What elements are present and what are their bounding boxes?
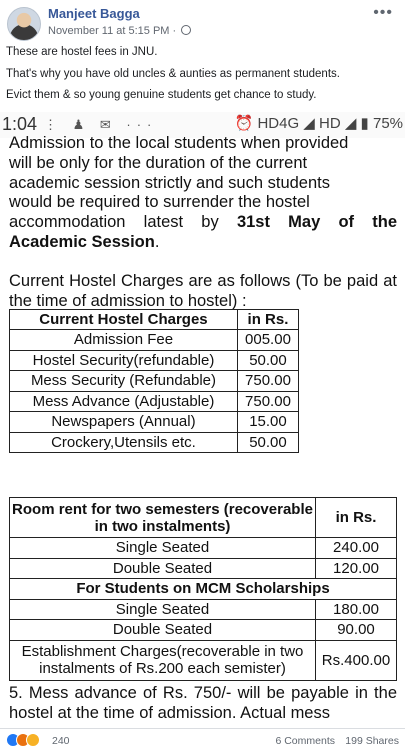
table2-cell: 120.00	[316, 558, 397, 579]
admission-paragraph	[9, 134, 397, 253]
reaction-icons[interactable]	[6, 733, 36, 749]
table1-cell: 15.00	[237, 412, 298, 433]
post-header	[0, 0, 405, 44]
post-timestamp[interactable]: November 11 at 5:15 PM	[48, 25, 170, 37]
table2-cell: Single Seated	[10, 599, 316, 620]
table1-cell: Hostel Security(refundable)	[10, 350, 238, 371]
mcm-header: For Students on MCM Scholarships	[10, 579, 397, 600]
shares-count[interactable]: 199 Shares	[345, 735, 399, 747]
table1-cell: Mess Security (Refundable)	[10, 371, 238, 392]
table1-cell: 50.00	[237, 432, 298, 453]
table2-cell: Double Seated	[10, 558, 316, 579]
current-charges-table	[9, 309, 299, 453]
caption-line-3: Evict them & so young genuine students get chance to study.	[6, 89, 317, 101]
table1-cell: Newspapers (Annual)	[10, 412, 238, 433]
comments-count[interactable]: 6 Comments	[275, 735, 335, 747]
mess-advance-paragraph: 5. Mess advance of Rs. 750/- will be payable in the hostel at the time of admission. Actual mess	[9, 684, 397, 722]
table1-cell: 750.00	[237, 371, 298, 392]
table2-header: Room rent for two semesters (recoverable in two instalments)	[10, 498, 316, 538]
table1-cell: Crockery,Utensils etc.	[10, 432, 238, 453]
more-options-icon[interactable]: •••	[373, 4, 393, 21]
attached-photo[interactable]	[0, 112, 405, 728]
para1-end: .	[154, 232, 160, 251]
table2-cell: 90.00	[316, 620, 397, 641]
establishment-label: Establishment Charges(recoverable in two instalments of Rs.200 each semister)	[10, 640, 316, 680]
table1-cell: Mess Advance (Adjustable)	[10, 391, 238, 412]
status-signal-battery: ⏰ HD4G ◢ HD ◢ ▮ 75%	[234, 115, 403, 132]
table1-cell: 50.00	[237, 350, 298, 371]
table2-cell: 180.00	[316, 599, 397, 620]
status-time: 1:04	[2, 114, 38, 134]
table2-header-unit: in Rs.	[316, 498, 397, 538]
table2-cell: Single Seated	[10, 538, 316, 559]
table1-header-unit: in Rs.	[237, 310, 298, 330]
charges-intro: Current Hostel Charges are as follows (To be paid at the time of admission to hostel) :	[9, 272, 397, 310]
table1-cell: 750.00	[237, 391, 298, 412]
caption-line-1: These are hostel fees in JNU.	[6, 46, 158, 58]
table2-cell: 240.00	[316, 538, 397, 559]
caption-line-2: That's why you have old uncles & aunties as permanent students.	[6, 68, 340, 80]
reaction-count[interactable]: 240	[52, 735, 70, 747]
author-avatar[interactable]	[7, 7, 41, 41]
establishment-value: Rs.400.00	[316, 640, 397, 680]
para1-line-1: Admission to the local students when provided	[9, 134, 349, 152]
para1-bold: 31st May of the Academic Session	[9, 213, 397, 251]
para1-line-4: would be required to surrender the hostel	[9, 193, 310, 212]
table2-cell: Double Seated	[10, 620, 316, 641]
post-footer	[0, 728, 405, 752]
table1-header-name: Current Hostel Charges	[10, 310, 238, 330]
post-meta: November 11 at 5:15 PM ·	[48, 25, 191, 37]
table1-cell: Admission Fee	[10, 330, 238, 351]
author-name[interactable]: Manjeet Bagga	[48, 6, 140, 21]
table1-cell: 005.00	[237, 330, 298, 351]
room-rent-table	[9, 497, 397, 681]
status-notification-icons: ⋮ ♟ ✉ ···	[44, 117, 158, 132]
globe-icon	[181, 25, 191, 35]
para1-line-5: accommodation latest by	[9, 213, 219, 232]
para1-line-2: will be only for the duration of the current	[9, 153, 308, 172]
haha-reaction-icon	[26, 733, 40, 747]
para1-line-3: academic session strictly and such students	[9, 173, 330, 192]
